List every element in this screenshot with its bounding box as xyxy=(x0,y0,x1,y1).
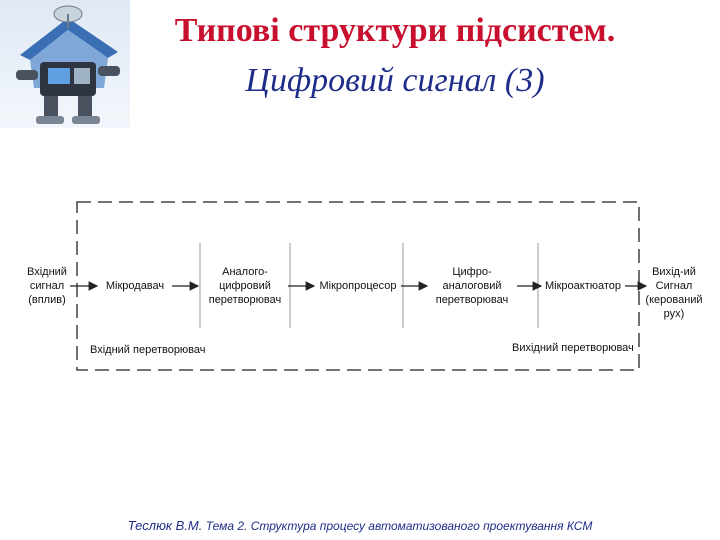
input-signal-line: Вхідний xyxy=(27,266,67,278)
footer-topic: Тема 2. Структура процесу автоматизованого проектування КСМ xyxy=(205,519,593,533)
page-title: Типові структури підсистем. xyxy=(174,12,616,49)
block-dac xyxy=(426,265,518,307)
output-converter-label: Вихідний перетворювач xyxy=(512,342,634,354)
block-label: перетворювач xyxy=(435,294,509,306)
block-microsensor xyxy=(98,279,172,293)
block-label: аналоговий xyxy=(442,280,502,292)
input-signal-label xyxy=(22,265,72,307)
block-label: Цифро- xyxy=(452,266,492,278)
block-label: цифровий xyxy=(219,280,271,292)
block-microactuator xyxy=(540,279,626,293)
footer xyxy=(0,518,720,533)
output-signal-label xyxy=(645,265,703,321)
output-signal-line: (керований xyxy=(645,294,703,306)
output-signal-line: рух) xyxy=(663,308,685,320)
block-label: Аналого- xyxy=(222,266,268,278)
block-label: Мікропроцесор xyxy=(319,280,397,292)
block-label: Мікродавач xyxy=(105,280,165,292)
block-label: Мікроактюатор xyxy=(544,280,622,292)
input-signal-line: (вплив) xyxy=(28,294,66,306)
input-converter-label: Вхідний перетворювач xyxy=(90,344,206,356)
footer-author: Теслюк В.М. xyxy=(127,518,203,533)
block-adc xyxy=(202,265,288,307)
block-label: перетворювач xyxy=(208,294,282,306)
page-subtitle: Цифровий сигнал (3) xyxy=(245,62,545,99)
output-signal-line: Вихід-ий xyxy=(652,266,696,278)
output-signal-line: Сигнал xyxy=(655,280,693,292)
input-signal-line: сигнал xyxy=(29,280,65,292)
block-microprocessor xyxy=(315,279,401,293)
